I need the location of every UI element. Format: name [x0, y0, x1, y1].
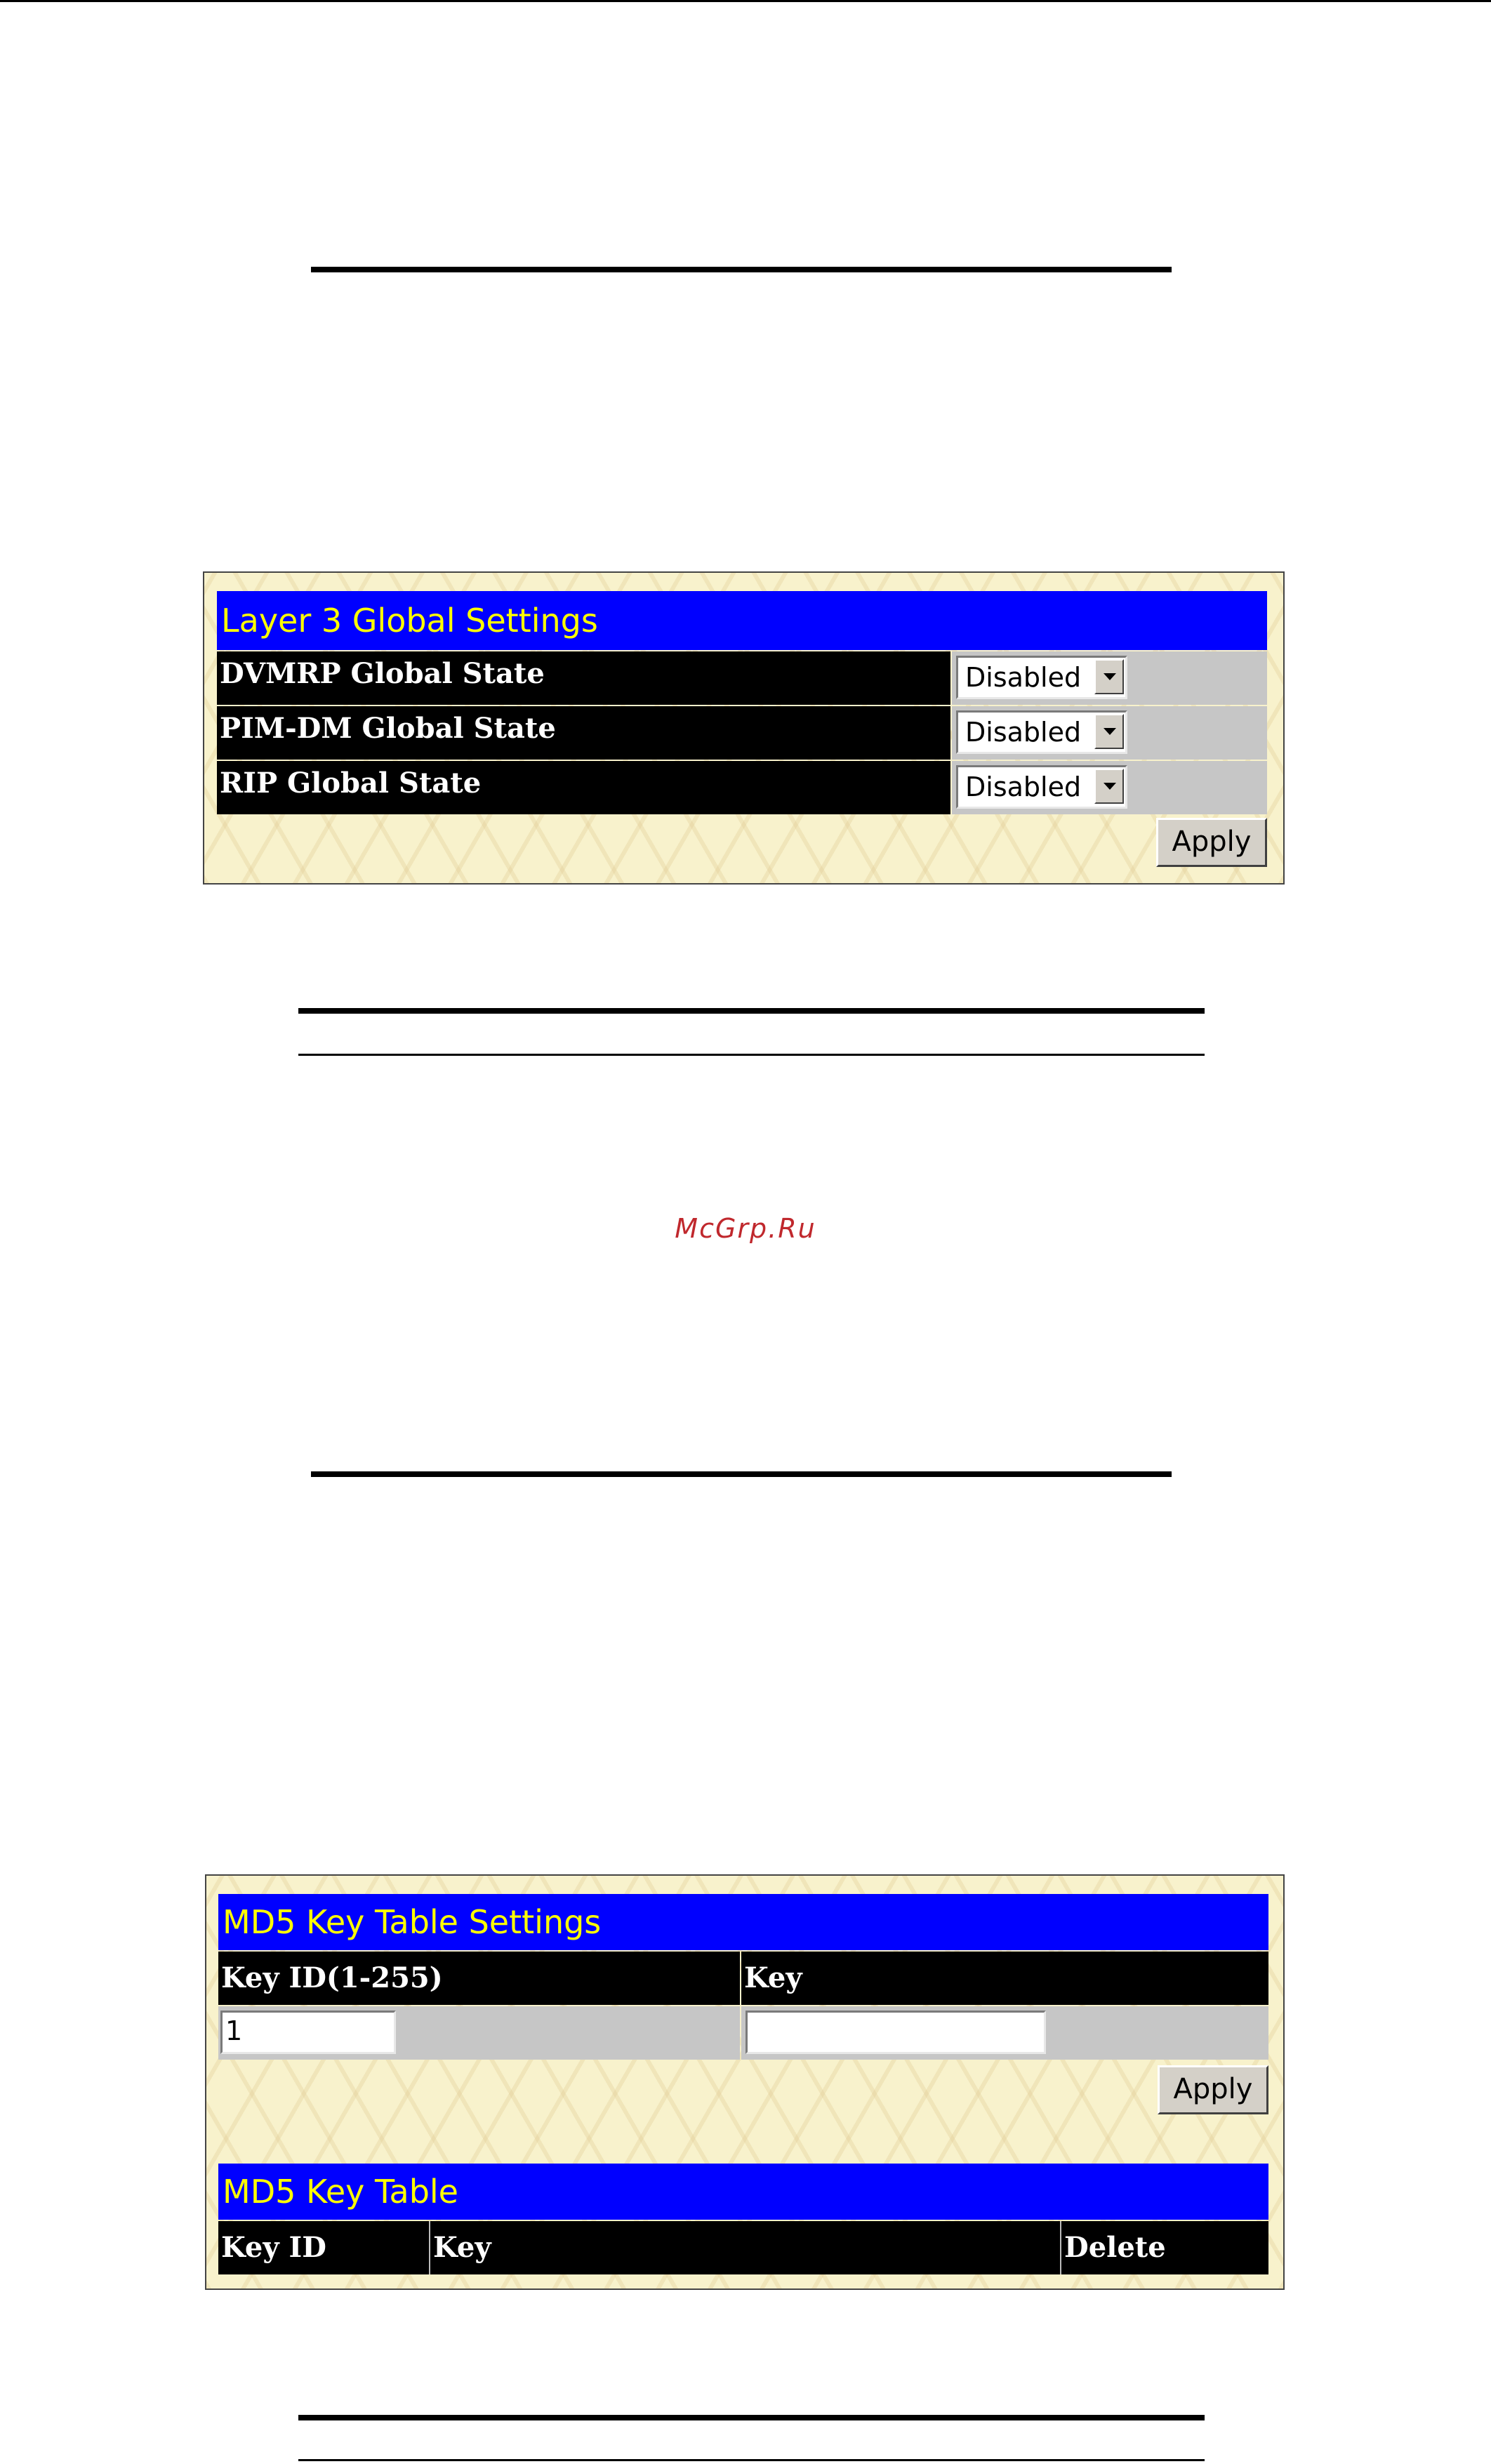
watermark-text: McGrp.Ru: [675, 1213, 816, 1244]
selected-value: Disabled: [965, 771, 1082, 802]
chevron-down-icon[interactable]: [1094, 769, 1124, 804]
key-id-input[interactable]: 1: [220, 2011, 396, 2054]
section-rule: [311, 1471, 1172, 1477]
table-title: MD5 Key Table: [218, 2164, 1268, 2220]
section-rule: [298, 1008, 1205, 1014]
dvmrp-state-select[interactable]: [956, 656, 1127, 699]
header-key: Key: [741, 1952, 1268, 2005]
section-rule-thin: [298, 1054, 1205, 1056]
row-label-dvmrp: DVMRP Global State: [217, 651, 950, 705]
column-header-key: Key: [430, 2221, 1060, 2274]
header-key-id: Key ID(1-255): [218, 1952, 740, 2005]
row-label-pimdm: PIM-DM Global State: [217, 706, 950, 760]
apply-button[interactable]: Apply: [1158, 2065, 1268, 2114]
selected-value: Disabled: [965, 662, 1082, 693]
chevron-down-icon[interactable]: [1094, 659, 1124, 694]
chevron-down-icon[interactable]: [1094, 714, 1124, 749]
column-divider: [1060, 2221, 1061, 2274]
section-rule-thin: [298, 2459, 1205, 2461]
column-divider: [429, 2221, 430, 2274]
row-label-rip: RIP Global State: [217, 761, 950, 814]
rip-state-select[interactable]: [956, 765, 1127, 809]
section-rule: [298, 2415, 1205, 2420]
layer3-global-settings-panel: [203, 571, 1285, 885]
pimdm-state-select[interactable]: [956, 710, 1127, 754]
panel-title: Layer 3 Global Settings: [217, 591, 1267, 650]
column-header-key-id: Key ID: [218, 2221, 429, 2274]
page-top-rule: [0, 0, 1491, 2]
apply-button[interactable]: Apply: [1156, 818, 1267, 867]
key-input[interactable]: [746, 2011, 1046, 2054]
section-rule: [311, 267, 1172, 272]
selected-value: Disabled: [965, 717, 1082, 748]
panel-title: MD5 Key Table Settings: [218, 1894, 1268, 1950]
column-header-delete: Delete: [1061, 2221, 1268, 2274]
md5-key-table-settings-panel: [205, 1874, 1285, 2290]
